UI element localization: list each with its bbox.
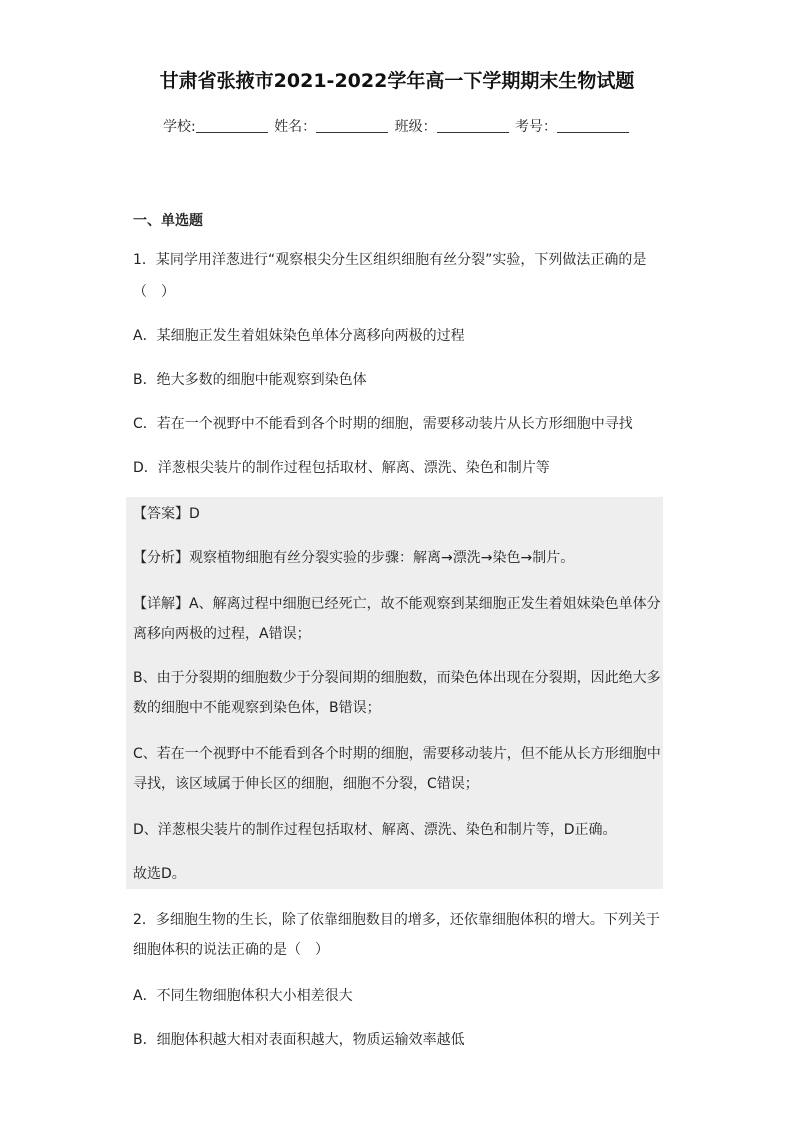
q1-stem-line1: 1．某同学用洋葱进行“观察根尖分生区组织细胞有丝分裂”实验，下列做法正确的是: [133, 252, 647, 268]
class-blank: [437, 118, 509, 133]
q1-detail-line1: 【详解】A、解离过程中细胞已经死亡，故不能观察到某细胞正发生着姐妹染色单体分: [133, 596, 661, 612]
q2-stem-line1: 2．多细胞生物的生长，除了依靠细胞数目的增多，还依靠细胞体积的增大。下列关于: [133, 912, 660, 928]
q1-detail-d: D、洋葱根尖装片的制作过程包括取材、解离、漂洗、染色和制片等，D正确。: [133, 822, 617, 838]
q1-option-a: A．某细胞正发生着姐妹染色单体分离移向两极的过程: [133, 328, 465, 344]
q1-detail-c-line2: 寻找，该区域属于伸长区的细胞，细胞不分裂，C错误；: [133, 776, 479, 792]
q2-stem-line2: 细胞体积的说法正确的是（ ）: [133, 942, 329, 958]
q1-analysis: 【分析】观察植物细胞有丝分裂实验的步骤：解离→漂洗→染色→制片。: [133, 550, 575, 566]
q1-detail-line2: 离移向两极的过程，A错误；: [133, 626, 311, 642]
name-label: 姓名：: [274, 119, 317, 135]
number-blank: [557, 118, 629, 133]
q2-option-b: B．细胞体积越大相对表面积越大，物质运输效率越低: [133, 1032, 465, 1048]
q2-option-a: A．不同生物细胞体积大小相差很大: [133, 988, 353, 1004]
q1-stem-line2: （ ）: [133, 284, 175, 300]
q1-detail-b-line1: B、由于分裂期的细胞数少于分裂间期的细胞数，而染色体出现在分裂期，因此绝大多: [133, 670, 661, 686]
student-info: [0, 116, 794, 136]
q1-option-b: B．绝大多数的细胞中能观察到染色体: [133, 372, 367, 388]
q1-option-d: D．洋葱根尖装片的制作过程包括取材、解离、漂洗、染色和制片等: [133, 460, 550, 476]
section-heading: 一、单选题: [133, 213, 203, 229]
page-title: 甘肃省张掖市2021-2022学年高一下学期期末生物试题: [159, 70, 635, 92]
class-label: 班级：: [394, 119, 437, 135]
q1-detail-b-line2: 数的细胞中不能观察到染色体，B错误；: [133, 700, 381, 716]
name-blank: [316, 118, 388, 133]
number-label: 考号：: [515, 119, 558, 135]
q1-conclusion: 故选D。: [133, 866, 186, 882]
q1-answer: 【答案】D: [133, 506, 200, 522]
q1-detail-c-line1: C、若在一个视野中不能看到各个时期的细胞，需要移动装片，但不能从长方形细胞中: [133, 746, 661, 762]
q1-option-c: C．若在一个视野中不能看到各个时期的细胞，需要移动装片从长方形细胞中寻找: [133, 416, 633, 432]
school-label: 学校:: [162, 119, 196, 135]
school-blank: [196, 118, 268, 133]
